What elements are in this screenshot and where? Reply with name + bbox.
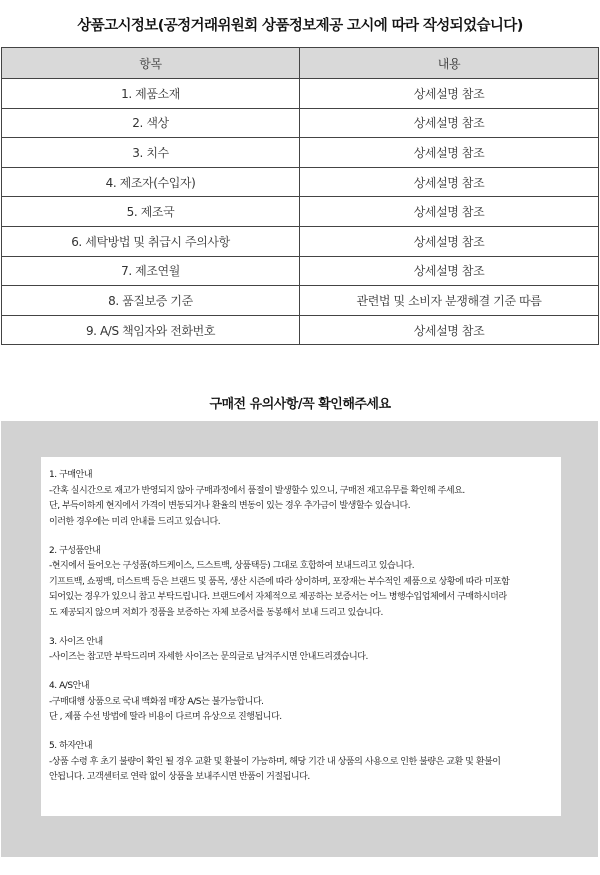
table-row	[2, 315, 599, 345]
table-row	[2, 286, 599, 316]
table-row	[2, 197, 599, 227]
table-row	[2, 108, 599, 138]
row-item: 7. 제조연월	[2, 256, 300, 286]
section-line: 되어있는 경우가 있으니 참고 부탁드립니다. 브랜드에서 자체적으로 제공하는 보증서는 어느 병행수입업체에서 구매하시더라	[49, 592, 507, 602]
table-row	[2, 167, 599, 197]
section-title: 3. 사이즈 안내	[49, 636, 103, 647]
row-content: 상세설명 참조	[300, 108, 599, 138]
section-title: 2. 구성품안내	[49, 545, 101, 556]
notice-section-components	[49, 544, 552, 622]
table-header-row	[2, 48, 599, 79]
section-title: 4. A/S안내	[49, 681, 90, 691]
row-content: 상세설명 참조	[300, 167, 599, 197]
section-line: -구매대행 상품으로 국내 백화점 매장 A/S는 불가능합니다.	[49, 696, 264, 707]
section-line: -현지에서 들어오는 구성품(하드케이스, 드스트백, 상품택등) 그대로 호합하여 보내드리고 있습니다.	[49, 561, 415, 571]
row-item: 4. 제조자(수입자)	[2, 167, 300, 197]
table-row	[2, 256, 599, 286]
row-item: 5. 제조국	[2, 197, 300, 227]
notice-section-size	[49, 635, 552, 666]
row-content: 상세설명 참조	[300, 226, 599, 256]
section-line: 기프트백, 쇼핑백, 더스트백 등은 브랜드 및 품목, 생산 시즌에 따라 상이하며, 포장재는 부수적인 제품으로 상황에 따라 미포함	[49, 576, 510, 587]
section-line: 단, 부득이하게 현지에서 가격이 변동되거나 환율의 변동이 있는 경우 추가금이 발생할수 있습니다.	[49, 501, 411, 511]
section-line: -간혹 실시간으로 재고가 반영되지 않아 구매과정에서 품절이 발생할수 있으니, 구매전 재고유무를 확인해 주세요.	[49, 485, 465, 496]
row-content: 상세설명 참조	[300, 256, 599, 286]
header-content: 내용	[300, 48, 599, 79]
section-line: 단 , 제품 수선 방법에 딸라 비용이 다르며 유상으로 진행됩니다.	[49, 712, 282, 722]
row-item: 8. 품질보증 기준	[2, 286, 300, 316]
section-line: 이러한 경우에는 미리 안내를 드리고 있습니다.	[49, 516, 221, 527]
row-item: 2. 색상	[2, 108, 300, 138]
header-item: 항목	[2, 48, 300, 79]
row-item: 9. A/S 책임자와 전화번호	[2, 315, 300, 345]
notice-background	[1, 421, 598, 857]
table-row	[2, 79, 599, 109]
section-line: -상품 수령 후 초기 불량이 확인 될 경우 교환 및 환불이 가능하며, 해당 기간 내 상품의 사용으로 인한 불량은 교환 및 환불이	[49, 756, 501, 767]
section-title: 1. 구매안내	[49, 470, 93, 480]
notice-section-as	[49, 679, 552, 726]
section-line: 안됩니다. 고객센터로 연락 없이 상품을 보내주시면 반품이 거절됩니다.	[49, 772, 310, 782]
row-item: 3. 치수	[2, 138, 300, 168]
section-line: 도 제공되지 않으며 저희가 정품을 보증하는 자체 보증서를 동봉해서 보내 드리고 있습니다.	[49, 607, 383, 618]
row-content: 관련법 및 소비자 분쟁해결 기준 따름	[300, 286, 599, 316]
product-info-table	[1, 47, 599, 345]
table-row	[2, 138, 599, 168]
section-title: 5. 하자안내	[49, 741, 93, 751]
notice-heading: 구매전 유의사항/꼭 확인해주세요	[209, 397, 391, 412]
row-content: 상세설명 참조	[300, 315, 599, 345]
row-content: 상세설명 참조	[300, 138, 599, 168]
notice-box	[41, 457, 561, 816]
notice-section-purchase	[49, 468, 552, 530]
row-content: 상세설명 참조	[300, 197, 599, 227]
section-line: -사이즈는 참고만 부탁드리며 자세한 사이즈는 문의글로 남겨주시면 안내드리겠습니다.	[49, 652, 368, 662]
page-title: 상품고시정보(공정거래위원회 상품정보제공 고시에 따라 작성되었습니다)	[77, 18, 523, 34]
notice-section-defect	[49, 739, 552, 786]
row-item: 1. 제품소재	[2, 79, 300, 109]
row-item: 6. 세탁방법 및 취급시 주의사항	[2, 226, 300, 256]
row-content: 상세설명 참조	[300, 79, 599, 109]
table-row	[2, 226, 599, 256]
